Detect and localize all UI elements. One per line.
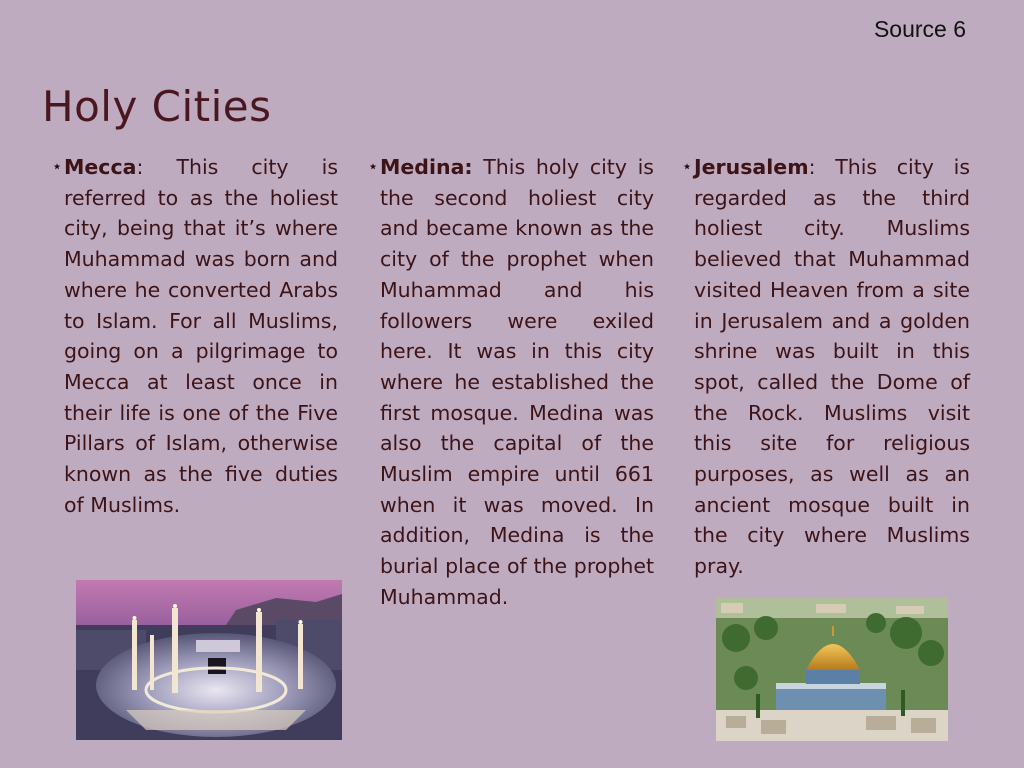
jerusalem-paragraph bbox=[676, 152, 970, 582]
dome-of-the-rock-photo bbox=[716, 598, 948, 741]
mecca-colon: : bbox=[136, 155, 144, 179]
jerusalem-column bbox=[676, 152, 970, 582]
jerusalem-body: This city is regarded as the third holiest city. Muslims believed that Muhammad visited Heaven from a site in Jerusalem and a golden shrine was built in this spot, called the Dome of the Rock. Muslims visit this site for religious purposes, as well as an ancient mosque built in the city where Muslims pray. bbox=[694, 155, 970, 579]
mecca-photo bbox=[76, 580, 342, 740]
mecca-lead: Mecca bbox=[64, 155, 137, 179]
medina-paragraph bbox=[362, 152, 654, 613]
mecca-paragraph bbox=[46, 152, 338, 520]
medina-lead: Medina: bbox=[380, 155, 473, 179]
page-title: Holy Cities bbox=[42, 82, 272, 131]
jerusalem-colon: : bbox=[808, 155, 816, 179]
crescent-star-icon bbox=[46, 152, 64, 183]
mecca-column bbox=[46, 152, 338, 520]
crescent-star-icon bbox=[676, 152, 694, 183]
jerusalem-lead: Jerusalem bbox=[694, 155, 809, 179]
medina-body: This holy city is the second holiest city and became known as the city of the prophet when Muhammad and his followers were exiled here. It was in this city where he established the first mosque. Medina was also the capital of the Muslim empire until 661 when it was moved. In addition, Medina is the burial place of the prophet Muhammad. bbox=[380, 155, 654, 609]
mecca-body: This city is referred to as the holiest city, being that it’s where Muhammad was born and where he converted Arabs to Islam. For all Muslims, going on a pilgrimage to Mecca at least once in their life is one of the Five Pillars of Islam, otherwise known as the five duties of Muslims. bbox=[64, 155, 338, 517]
medina-column bbox=[362, 152, 654, 613]
source-label: Source 6 bbox=[873, 16, 966, 42]
crescent-star-icon bbox=[362, 152, 380, 183]
